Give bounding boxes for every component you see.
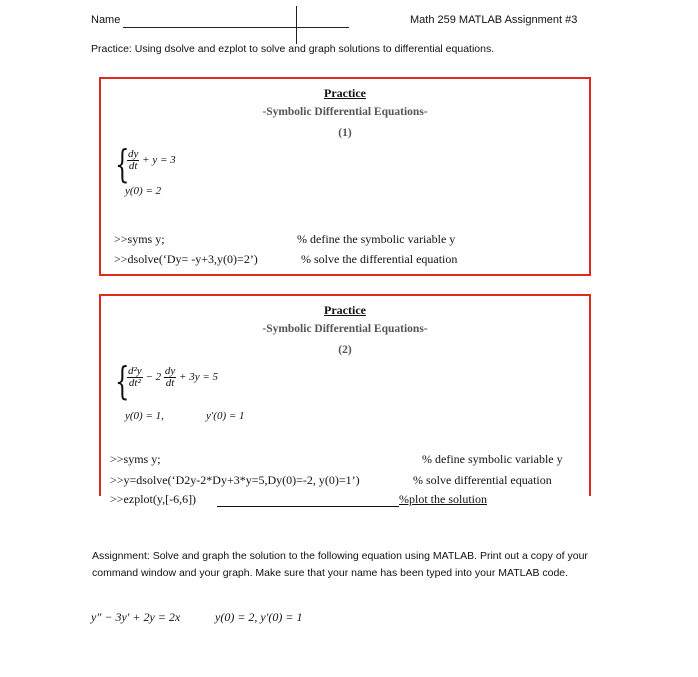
text-cursor-crossbar [288,27,307,28]
text-cursor-icon [296,6,297,44]
box1-eq-line2: y(0) = 2 [125,185,162,197]
box1-eq-line1 [127,149,176,172]
box2-eq-dy: dy [164,365,176,377]
box2-code1-cmd: >>syms y; [110,452,161,466]
box2-eq-dt: dt [165,377,175,389]
box2-brace: { [115,359,130,403]
box1-code1-comment: % define the symbolic variable y [297,232,456,246]
box2-subtitle: -Symbolic Differential Equations- [262,323,428,335]
practice-box-1 [99,77,591,276]
assignment-equation: y" − 3y′ + 2y = 2x [91,610,181,624]
box1-number: (1) [338,127,352,139]
practice-instructions: Practice: Using dsolve and ezplot to solve and graph solutions to differential equations. [91,43,495,55]
box2-code1-comment: % define symbolic variable y [422,452,563,466]
box2-number: (2) [338,344,352,356]
box2-code3-underline [217,506,399,507]
box2-title: Practice [324,303,366,317]
course-title: Math 259 MATLAB Assignment #3 [410,14,578,26]
assignment-text: Assignment: Solve and graph the solution to the following equation using MATLAB. Print out a copy of your command window and your graph. Make sure that your name has been typed into your MATLAB code. [92,550,588,579]
box1-code1-cmd: >>syms y; [114,232,165,246]
assignment-initial-conditions: y(0) = 2, y′(0) = 1 [215,610,303,624]
box2-eq-dt2: dt² [128,377,141,389]
box1-brace: { [115,142,130,186]
box2-code2-cmd: >>y=dsolve(‘D2y-2*Dy+3*y=5,Dy(0)=-2, y(0)=1’) [110,473,360,487]
box1-eq-dt: dt [128,160,138,172]
box2-eq-mid: − 2 [145,371,162,384]
box2-eq-line1 [127,366,218,389]
box1-code2-comment: % solve the differential equation [301,252,458,266]
box2-eq-d2y: d²y [128,365,142,377]
box1-code2-cmd: >>dsolve(‘Dy= -y+3,y(0)=2’) [114,252,258,266]
box2-eq-line2a: y(0) = 1, [125,410,164,422]
practice-box-2 [99,294,591,506]
box1-subtitle: -Symbolic Differential Equations- [262,106,428,118]
name-blank-line [123,27,349,28]
box2-code3-comment: %plot the solution [399,492,487,506]
box2-eq-rest: + 3y = 5 [179,371,218,384]
name-label: Name [91,14,121,26]
box1-eq-rest: + y = 3 [142,154,176,167]
box2-code3-cmd: >>ezplot(y,[-6,6]) [110,492,197,506]
box1-title: Practice [324,86,366,100]
box2-eq-line2b: y′(0) = 1 [206,410,245,422]
box1-eq-dy: dy [128,148,139,160]
box2-code2-comment: % solve differential equation [413,473,552,487]
